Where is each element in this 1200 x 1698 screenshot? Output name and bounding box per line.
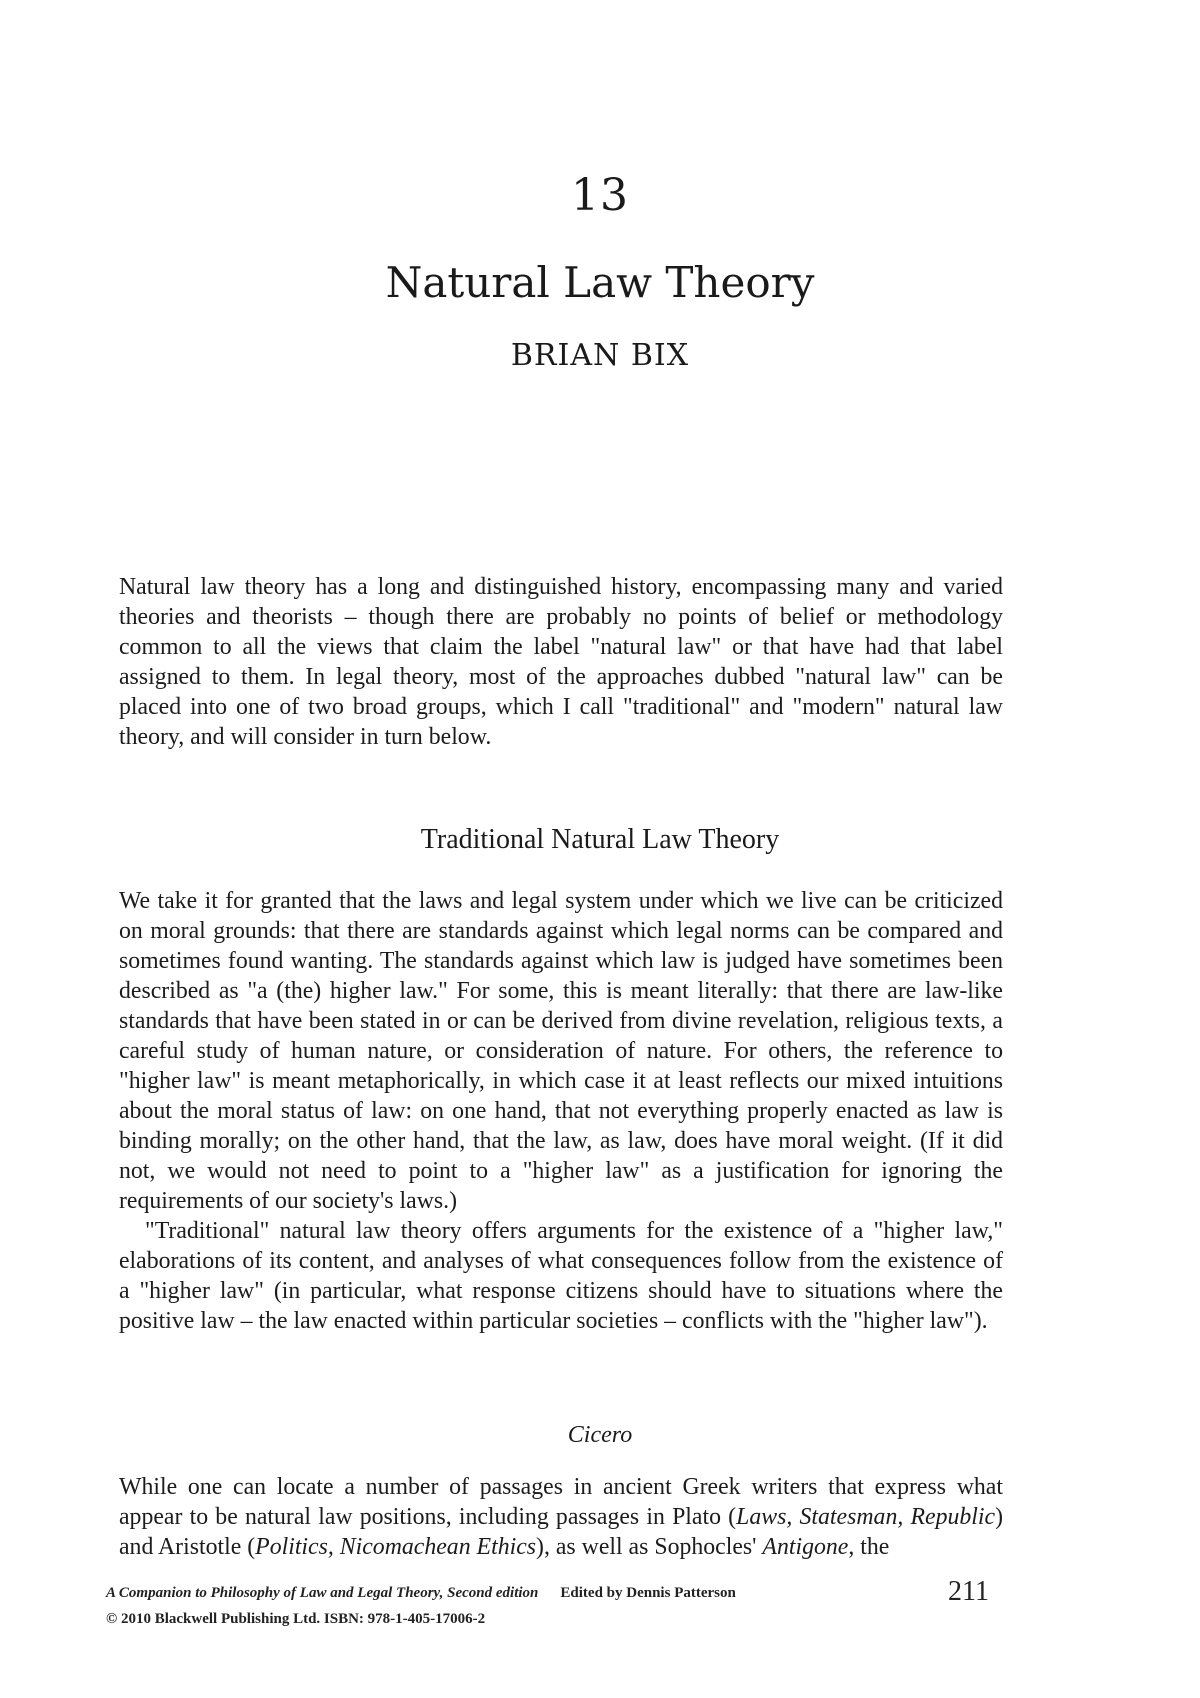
cicero-text-2: ) and Aristotle (: [119, 1504, 1003, 1560]
section-heading-traditional: Traditional Natural Law Theory: [420, 824, 780, 855]
chapter-number: 13: [571, 170, 629, 221]
footer-editor: Edited by Dennis Patterson: [560, 1585, 736, 1601]
cicero-text-1: While one can locate a number of passages in ancient Greek writers that express what appear to be natural law positions, including passages in Plato (: [119, 1474, 1003, 1530]
footer-book-title: A Companion to Philosophy of Law and Legal Theory, Second edition: [106, 1585, 539, 1601]
footer-copyright: © 2010 Blackwell Publishing Ltd. ISBN: 978-1-405-17006-2: [106, 1611, 486, 1627]
subsection-heading-cicero: Cicero: [567, 1422, 633, 1448]
cicero-work-sophocles: Antigone: [762, 1534, 849, 1560]
traditional-paragraph-1: We take it for granted that the laws and legal system under which we live can be criticized on moral grounds: that there are standards against which legal norms can be compared and sometimes found wanting. The standards against which law is judged have sometimes been described as "a (the) higher law." For some, this is meant literally: that there are law-like standards that have been stated in or can be derived from divine revelation, religious texts, a careful study of human nature, or consideration of nature. For others, the reference to "higher law" is meant metaphorically, in which case it at least reflects our mixed intuitions about the moral status of law: on one hand, that not everything properly enacted as law is binding morally; on the other hand, that the law, as law, does have moral weight. (If it did not, we would not need to point to a "higher law" as a justification for ignoring the requirements of our society's laws.): [119, 888, 1003, 1214]
chapter-author: BRIAN BIX: [510, 338, 690, 373]
footer-citation: [106, 1585, 736, 1602]
page-number: 211: [948, 1576, 989, 1607]
cicero-text-3: ), as well as Sophocles': [536, 1534, 763, 1560]
traditional-section-body: [119, 886, 1003, 1336]
intro-paragraph: Natural law theory has a long and distinguished history, encompassing many and varied theories and theorists – though there are probably no points of belief or methodology common to all the views that claim the label "natural law" or that have had that label assigned to them. In legal theory, most of the approaches dubbed "natural law" can be placed into one of two broad groups, which I call "traditional" and "modern" natural law theory, and will consider in turn below.: [119, 574, 1003, 750]
cicero-text-4: , the: [848, 1534, 890, 1560]
cicero-section-body: [119, 1472, 1003, 1562]
cicero-paragraph: [119, 1472, 1003, 1562]
cicero-work-plato: Laws, Statesman, Republic: [736, 1504, 996, 1530]
intro-section: [119, 572, 1003, 752]
chapter-title: Natural Law Theory: [385, 258, 815, 307]
traditional-paragraph-2: "Traditional" natural law theory offers arguments for the existence of a "higher law," elaborations of its content, and analyses of what consequences follow from the existence of a "higher law" (in particular, what response citizens should have to situations where the positive law – the law enacted within particular societies – conflicts with the "higher law").: [119, 1218, 1003, 1334]
cicero-work-aristotle: Politics, Nicomachean Ethics: [255, 1534, 537, 1560]
